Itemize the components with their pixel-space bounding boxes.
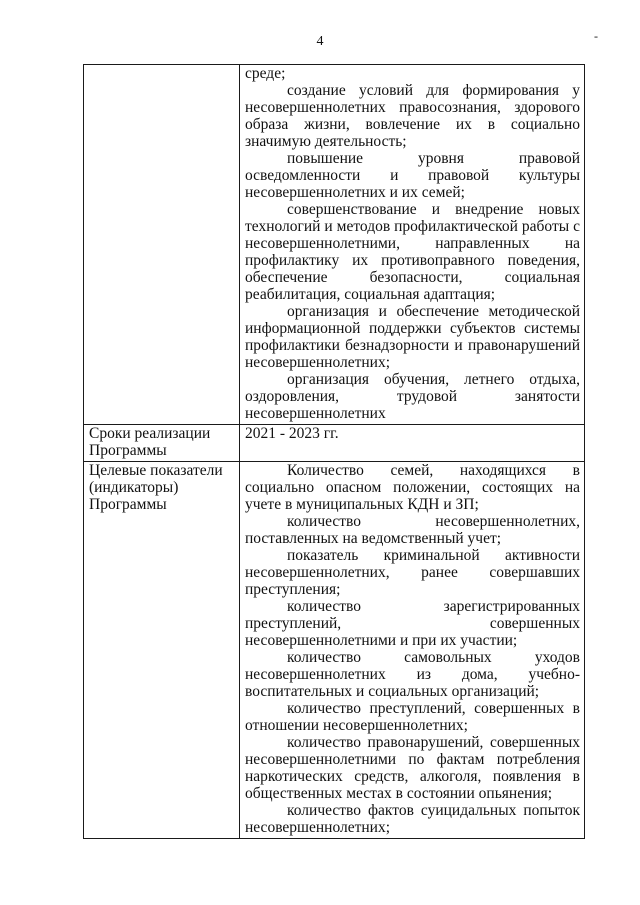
paragraph-text: Количество семей, находящихся в социально опасном положении, состоящих на учете в муниципальных КДН и ЗП;	[245, 462, 580, 513]
label-cell-indicators: Целевые показатели (индикаторы) Программы	[84, 462, 240, 839]
paragraph-text: создание условий для формирования у несовершеннолетних правосознания, здорового образа жизни, вовлечение их в социально значимую деятельность;	[245, 82, 580, 150]
paragraph-text: количество зарегистрированных преступлений, совершенных несовершеннолетними и при их участии;	[245, 598, 580, 649]
paragraph-text: организация обучения, летнего отдыха, оздоровления, трудовой занятости несовершеннолетних	[245, 371, 580, 422]
label-cell-empty	[84, 65, 240, 425]
corner-mark: -	[594, 29, 598, 43]
table-row-continuation	[84, 65, 585, 425]
paragraph-text: количество самовольных уходов несовершеннолетних из дома, учебно-воспитательных и социальных организаций;	[245, 649, 580, 700]
program-passport-table	[83, 64, 585, 839]
paragraph-text: организация и обеспечение методической информационной поддержки субъектов системы профилактики безнадзорности и правонарушений несовершеннолетних;	[245, 303, 580, 371]
table-row-term	[84, 425, 585, 462]
label-cell-term: Сроки реализации Программы	[84, 425, 240, 462]
content-cell-term	[240, 425, 585, 462]
paragraph-text: повышение уровня правовой осведомленности и правовой культуры несовершеннолетних и их семей;	[245, 150, 580, 201]
paragraph-text: совершенствование и внедрение новых технологий и методов профилактической работы с несовершеннолетними, направленных на профилактику их противоправного поведения, обеспечение безопасности, социальная реабилитация, социальная адаптация;	[245, 201, 580, 303]
paragraph-text: среде;	[245, 65, 286, 82]
content-cell-goals	[240, 65, 585, 425]
paragraph-text: количество несовершеннолетних, поставленных на ведомственный учет;	[245, 513, 580, 547]
content-cell-indicators	[240, 462, 585, 839]
term-value: 2021 - 2023 гг.	[245, 425, 339, 442]
table-row-indicators	[84, 462, 585, 839]
page-number: 4	[316, 34, 324, 49]
paragraph-text: количество преступлений, совершенных в отношении несовершеннолетних;	[245, 700, 580, 734]
paragraph-text: количество правонарушений, совершенных несовершеннолетними по фактам потребления наркотических средств, алкоголя, появления в общественных местах в состоянии опьянения;	[245, 734, 580, 802]
paragraph-text: показатель криминальной активности несовершеннолетних, ранее совершавших преступления;	[245, 547, 580, 598]
paragraph-text: количество фактов суицидальных попыток несовершеннолетних;	[245, 802, 580, 836]
